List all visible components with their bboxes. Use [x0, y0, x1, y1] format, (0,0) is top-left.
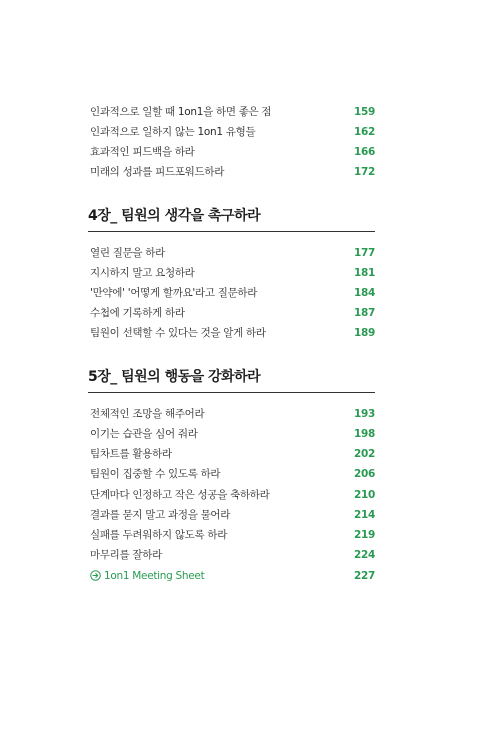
toc-entry[interactable] [90, 264, 375, 282]
toc-entry-page: 159 [353, 106, 375, 118]
chapter-4-heading: 4장_ 팀원의 생각을 촉구하라 [88, 208, 261, 224]
toc-entry-page: 193 [353, 408, 375, 420]
toc-entry-page: 187 [353, 307, 375, 319]
toc-entry-title: 인과적으로 일할 때 1on1을 하면 좋은 점 [90, 106, 272, 118]
toc-entry[interactable] [90, 445, 375, 463]
toc-entry-page: 184 [353, 287, 375, 299]
toc-entry[interactable] [90, 405, 375, 423]
arrow-circle-icon [90, 570, 101, 581]
toc-entry-title-wrap [90, 567, 204, 585]
toc-entry-title: 효과적인 피드백을 하라 [90, 146, 195, 158]
toc-entry[interactable] [90, 324, 375, 342]
toc-entry-page: 198 [353, 428, 375, 440]
toc-entry-page: 181 [353, 267, 375, 279]
toc-entry-title: '만약에' '어떻게 할까요'라고 질문하라 [90, 287, 258, 299]
toc-entry-title: 실패를 두려워하지 않도록 하라 [90, 529, 228, 541]
toc-entry[interactable] [90, 506, 375, 524]
toc-entry-page: 210 [353, 489, 375, 501]
toc-entry-title: 이기는 습관을 심어 줘라 [90, 428, 198, 440]
toc-entry-page: 166 [353, 146, 375, 158]
chapter-5-heading: 5장_ 팀원의 행동을 강화하라 [88, 369, 261, 385]
toc-entry[interactable] [90, 143, 375, 161]
chapter-5-divider [88, 392, 375, 393]
toc-entry[interactable] [90, 244, 375, 262]
toc-entry-title: 수첩에 기록하게 하라 [90, 307, 185, 319]
toc-entry-title: 인과적으로 일하지 않는 1on1 유형들 [90, 126, 256, 138]
chapter-4-divider [88, 231, 375, 232]
toc-entry-title: 단계마다 인정하고 작은 성공을 축하하라 [90, 489, 270, 501]
toc-entry[interactable] [90, 526, 375, 544]
toc-entry-title: 1on1 Meeting Sheet [104, 570, 205, 582]
toc-entry-title: 결과를 묻지 말고 과정을 물어라 [90, 509, 231, 521]
toc-entry-page: 224 [353, 549, 375, 561]
toc-entry[interactable] [90, 486, 375, 504]
toc-entry-page: 162 [353, 126, 375, 138]
toc-entry-meeting-sheet[interactable] [90, 567, 375, 585]
toc-entry[interactable] [90, 304, 375, 322]
toc-entry-page: 214 [353, 509, 375, 521]
toc-entry-page: 206 [353, 468, 375, 480]
toc-entry-title: 전체적인 조망을 해주어라 [90, 408, 205, 420]
toc-entry-page: 219 [353, 529, 375, 541]
toc-entry-title: 팀원이 선택할 수 있다는 것을 알게 하라 [90, 327, 266, 339]
toc-entry-page: 202 [353, 448, 375, 460]
toc-entry[interactable] [90, 103, 375, 121]
toc-entry-title: 마무리를 잘하라 [90, 549, 162, 561]
toc-entry[interactable] [90, 465, 375, 483]
toc-entry-title: 팀원이 집중할 수 있도록 하라 [90, 468, 221, 480]
toc-entry-title: 팀차트를 활용하라 [90, 448, 172, 460]
toc-entry[interactable] [90, 546, 375, 564]
toc-entry[interactable] [90, 123, 375, 141]
toc-entry-page: 189 [353, 327, 375, 339]
toc-entry[interactable] [90, 163, 375, 181]
toc-entry-page: 172 [353, 166, 375, 178]
toc-entry-page: 227 [353, 570, 375, 582]
toc-entry-title: 미래의 성과를 피드포워드하라 [90, 166, 225, 178]
toc-entry-title: 열린 질문을 하라 [90, 247, 165, 259]
toc-entry-page: 177 [353, 247, 375, 259]
toc-entry-title: 지시하지 말고 요청하라 [90, 267, 195, 279]
toc-entry[interactable] [90, 425, 375, 443]
toc-entry[interactable] [90, 284, 375, 302]
